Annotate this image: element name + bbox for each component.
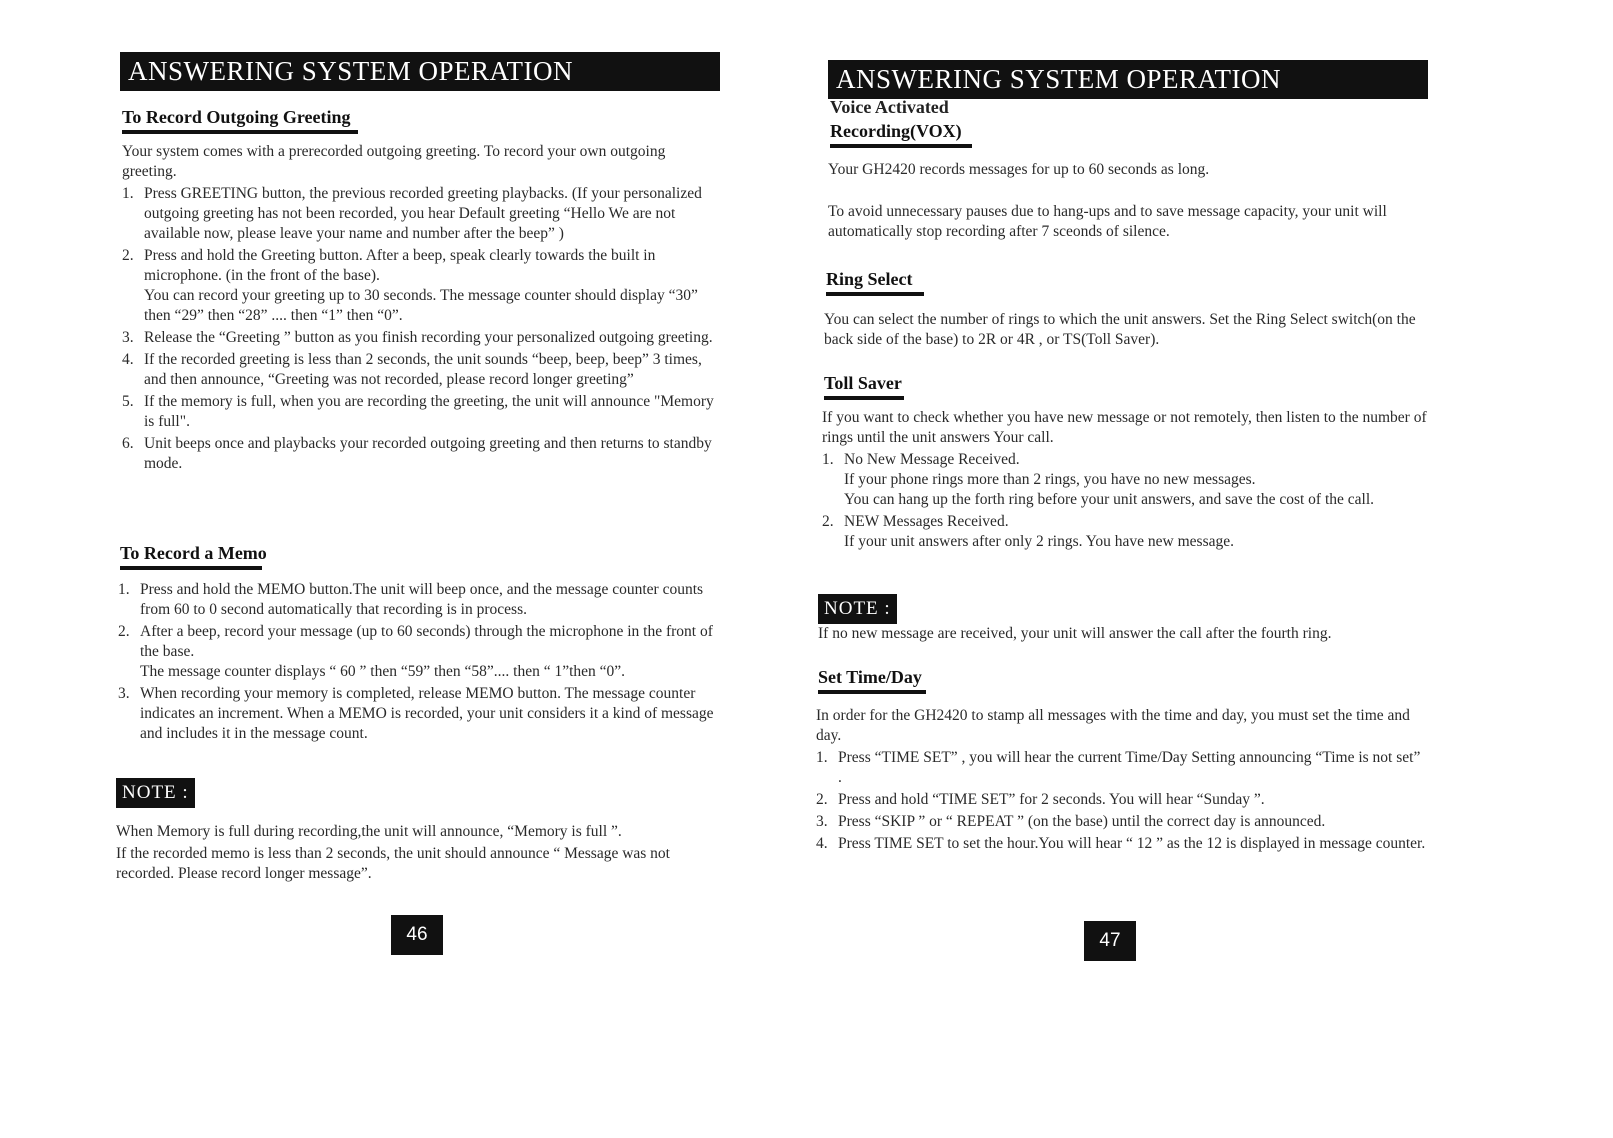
step-text: Unit beeps once and playbacks your recorded outgoing greeting and then returns to standby mode. <box>144 435 712 472</box>
toll-saver-step <box>822 450 1428 510</box>
ring-select-body <box>824 310 1428 352</box>
left-note-text <box>116 822 720 886</box>
greeting-step <box>122 246 720 326</box>
greeting-step <box>122 434 720 474</box>
step-text: Press TIME SET to set the hour.You will hear “ 12 ” as the 12 is displayed in message counter. <box>838 835 1426 852</box>
toll-saver-body <box>822 408 1428 554</box>
vox-body <box>828 160 1428 244</box>
step-text: NEW Messages Received. <box>844 513 1009 530</box>
step-text: Press “TIME SET” , you will hear the current Time/Day Setting announcing “Time is not set” . <box>838 749 1421 786</box>
record-memo-body <box>118 580 720 746</box>
step-text: You can hang up the forth ring before your unit answers, and save the cost of the call. <box>844 491 1375 508</box>
set-time-body <box>816 706 1428 856</box>
step-text: If your phone rings more than 2 rings, you have no new messages. <box>844 471 1256 488</box>
step-number: 3. <box>118 685 130 702</box>
record-memo-heading: To Record a Memo <box>120 542 262 570</box>
step-text: The message counter displays “ 60 ” then “59” then “58”.... then “ 1”then “0”. <box>140 663 626 680</box>
step-text: After a beep, record your message (up to 60 seconds) through the microphone in the front of the base. <box>140 623 713 660</box>
step-text: Press GREETING button, the previous recorded greeting playbacks. (If your personalized outgoing greeting has not been recorded, you hear Default greeting “Hello We are not available now, please leave your name and number after the beep” ) <box>144 185 702 242</box>
step-number: 2. <box>816 791 828 808</box>
step-text: Release the “Greeting ” button as you finish recording your personalized outgoing greeting. <box>144 329 713 346</box>
step-text: Press and hold the Greeting button. After a beep, speak clearly towards the built in microphone. (in the front of the base). <box>144 247 656 284</box>
step-number: 4. <box>122 351 134 368</box>
toll-saver-heading: Toll Saver <box>824 372 904 400</box>
step-number: 1. <box>822 451 834 468</box>
ring-select-paragraph: You can select the number of rings to which the unit answers. Set the Ring Select switch(on the back side of the base) to 2R or 4R , or TS(Toll Saver). <box>824 311 1416 348</box>
step-number: 2. <box>822 513 834 530</box>
step-number: 2. <box>118 623 130 640</box>
greeting-step <box>122 328 720 348</box>
step-text: No New Message Received. <box>844 451 1020 468</box>
step-number: 5. <box>122 393 134 410</box>
memo-step <box>118 580 720 620</box>
step-text: If your unit answers after only 2 rings. You have new message. <box>844 533 1235 550</box>
left-page <box>0 0 800 1138</box>
right-page <box>810 0 1613 1138</box>
set-time-step <box>816 812 1428 832</box>
set-time-heading: Set Time/Day <box>818 666 926 694</box>
page-number: 47 <box>1084 921 1136 961</box>
greeting-step <box>122 350 720 390</box>
note-badge: NOTE : <box>818 594 897 624</box>
step-text: When recording your memory is completed, release MEMO button. The message counter indicates an increment. When a MEMO is recorded, your unit considers it a kind of message and includes it in the message count. <box>140 685 714 742</box>
step-text: If the memory is full, when you are recording the greeting, the unit will announce "Memory is full". <box>144 393 714 430</box>
set-time-intro: In order for the GH2420 to stamp all messages with the time and day, you must set the time and day. <box>816 707 1410 744</box>
set-time-step <box>816 748 1428 788</box>
vox-paragraph: Your GH2420 records messages for up to 60 seconds as long. <box>828 161 1210 178</box>
section-banner: ANSWERING SYSTEM OPERATION <box>828 60 1428 99</box>
set-time-step <box>816 790 1428 810</box>
step-number: 6. <box>122 435 134 452</box>
step-number: 4. <box>816 835 828 852</box>
vox-heading: Recording(VOX) <box>830 120 972 148</box>
step-number: 1. <box>122 185 134 202</box>
step-number: 3. <box>816 813 828 830</box>
record-greeting-steps <box>122 184 720 474</box>
memo-step <box>118 684 720 744</box>
step-text: You can record your greeting up to 30 seconds. The message counter should display “30” then “29” then “28” .... then “1” then “0”. <box>144 287 698 324</box>
page-number: 46 <box>391 915 443 955</box>
step-number: 1. <box>118 581 130 598</box>
step-text: Press “SKIP ” or “ REPEAT ” (on the base) until the correct day is announced. <box>838 813 1326 830</box>
step-text: Press and hold “TIME SET” for 2 seconds. You will hear “Sunday ”. <box>838 791 1265 808</box>
vox-heading-line1: Voice Activated <box>830 97 949 117</box>
record-greeting-heading: To Record Outgoing Greeting <box>122 106 358 134</box>
memo-step <box>118 622 720 682</box>
record-memo-steps <box>118 580 720 744</box>
toll-saver-note-text: If no new message are received, your unit will answer the call after the fourth ring. <box>818 625 1332 642</box>
ring-select-heading: Ring Select <box>826 268 924 296</box>
toll-saver-intro: If you want to check whether you have new message or not remotely, then listen to the number of rings until the unit answers Your call. <box>822 409 1427 446</box>
step-number: 3. <box>122 329 134 346</box>
greeting-step <box>122 392 720 432</box>
set-time-step <box>816 834 1428 854</box>
step-text: Press and hold the MEMO button.The unit will beep once, and the message counter counts from 60 to 0 second automatically that recording is in process. <box>140 581 704 618</box>
note-line: When Memory is full during recording,the unit will announce, “Memory is full ”. <box>116 823 622 840</box>
toll-saver-step <box>822 512 1428 552</box>
set-time-steps <box>816 748 1428 854</box>
greeting-step <box>122 184 720 244</box>
note-line: If the recorded memo is less than 2 seconds, the unit should announce “ Message was not recorded. Please record longer message”. <box>116 845 670 882</box>
step-number: 1. <box>816 749 828 766</box>
toll-saver-steps <box>822 450 1428 552</box>
vox-paragraph: To avoid unnecessary pauses due to hang-ups and to save message capacity, your unit will automatically stop recording after 7 sceonds of silence. <box>828 203 1387 240</box>
section-banner: ANSWERING SYSTEM OPERATION <box>120 52 720 91</box>
step-number: 2. <box>122 247 134 264</box>
step-text: If the recorded greeting is less than 2 seconds, the unit sounds “beep, beep, beep” 3 times, and then announce, “Greeting was not recorded, please record longer greeting” <box>144 351 702 388</box>
record-greeting-intro: Your system comes with a prerecorded outgoing greeting. To record your own outgoing greeting. <box>122 143 666 180</box>
record-greeting-body <box>122 142 720 476</box>
note-badge: NOTE : <box>116 778 195 808</box>
